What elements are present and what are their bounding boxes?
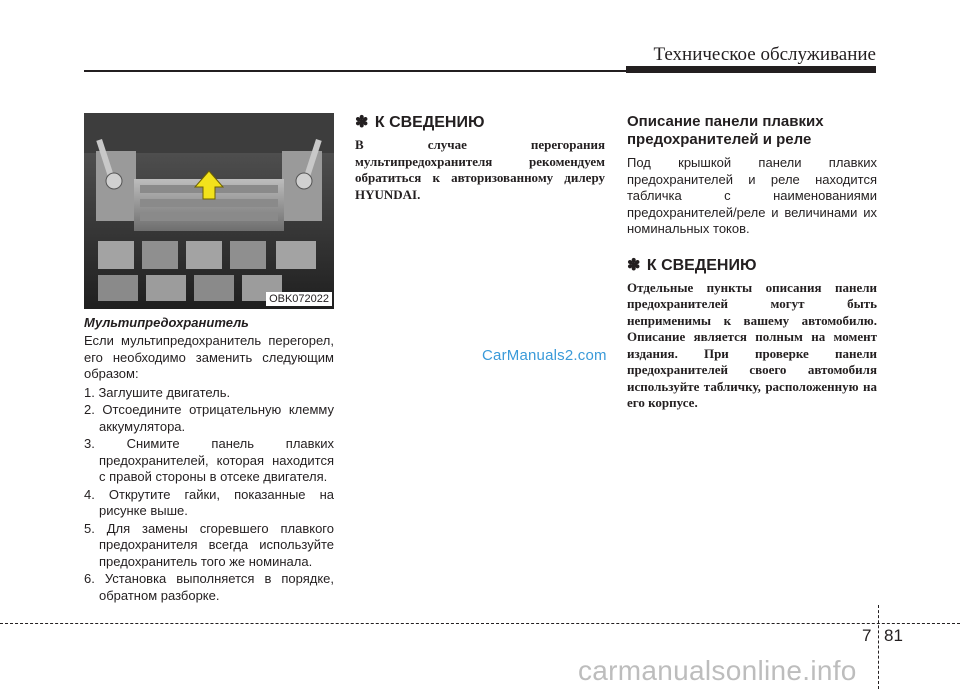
page-header-title: Техническое обслуживание	[653, 44, 876, 65]
info-text: Отдельные пункты описания панели предохранителей могут быть неприменимы к вашему автомобилю. Описание является полным на момент издания. При проверке панели предохранителей своего автомобиля используйте табличку, расположенную на его корпусе.	[627, 279, 877, 410]
step-item: 4. Открутите гайки, показанные на рисунке выше.	[84, 486, 334, 518]
middle-column	[355, 113, 605, 203]
section-text: Под крышкой панели плавких предохранителей и реле находится табличка с наименованиями предохранителей/реле и величинами их номинальных токов.	[627, 155, 877, 236]
footer-vertical-divider	[878, 605, 879, 689]
page-number: 81	[884, 626, 903, 645]
fuse-box-illustration	[84, 113, 334, 309]
chapter-number: 7	[862, 626, 872, 645]
footer-divider	[0, 623, 960, 624]
left-column	[84, 113, 334, 605]
figure-code: OBK072022	[266, 292, 332, 306]
info-text: В случае перегорания мультипредохранителя рекомендуем обратиться к авторизованному дилеру HYUNDAI.	[355, 137, 605, 202]
asterisk-icon: ✽	[627, 256, 641, 274]
step-item: 5. Для замены сгоревшего плавкого предохранителя всегда используйте предохранитель того же номинала.	[84, 520, 334, 569]
step-item: 1. Заглушите двигатель.	[84, 384, 231, 400]
asterisk-icon: ✽	[355, 114, 369, 131]
intro-text: Если мультипредохранитель перегорел, его необходимо заменить следующим образом:	[84, 333, 334, 381]
steps-list	[84, 385, 334, 605]
step-item: 3. Снимите панель плавких предохранителей, которая находится с правой стороны в отсеке двигателя.	[84, 436, 334, 484]
header-rule-thick	[626, 66, 876, 73]
info-title	[627, 256, 877, 276]
header-rule-thin	[84, 70, 626, 72]
footer-watermark[interactable]: carmanualsonline.info	[578, 655, 857, 686]
info-title-text: К СВЕДЕНИЮ	[646, 256, 757, 274]
figure-caption: Мультипредохранитель	[84, 315, 249, 330]
section-heading: Описание панели плавких предохранителей и реле	[627, 113, 824, 148]
info-title	[355, 113, 605, 133]
step-item: 6. Установка выполняется в порядке, обратном разборке.	[84, 571, 334, 603]
step-item: 2. Отсоедините отрицательную клемму аккумулятора.	[84, 402, 334, 434]
info-title-text: К СВЕДЕНИЮ	[374, 114, 485, 131]
fuse-box-photo	[84, 113, 334, 309]
right-column	[627, 113, 877, 412]
watermark-link[interactable]: CarManuals2.com	[482, 347, 607, 364]
